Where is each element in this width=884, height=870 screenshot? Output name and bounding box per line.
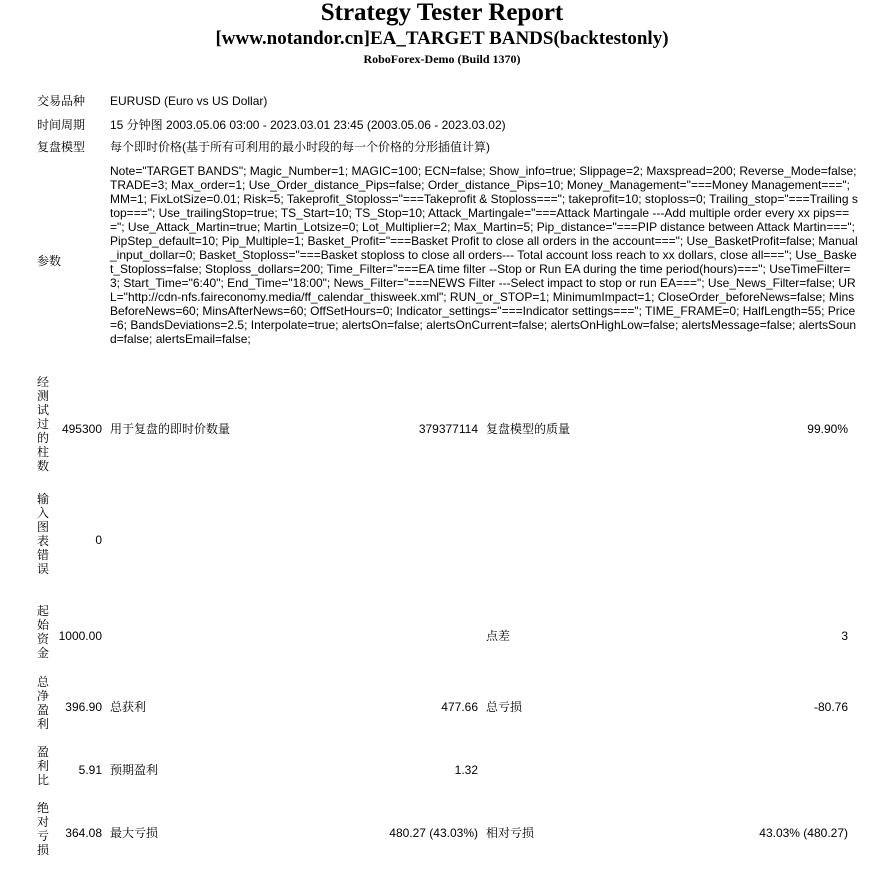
- mismatched-errors-value: 0: [95, 533, 102, 547]
- mismatched-errors-label: 输入图表错误: [37, 492, 50, 576]
- maximal-drawdown-value: 480.27 (43.03%): [389, 826, 478, 840]
- gross-loss-label: 总亏损: [486, 700, 523, 714]
- server-build: RoboForex-Demo (Build 1370): [363, 52, 521, 66]
- profit-factor-label: 盈利比: [37, 745, 50, 787]
- absolute-drawdown-label: 绝对亏损: [37, 801, 50, 857]
- profit-factor-value: 5.91: [78, 763, 102, 777]
- period-label: 时间周期: [37, 118, 86, 132]
- ticks-modelled-label: 用于复盘的即时价数量: [110, 422, 231, 436]
- modelling-quality-label: 复盘模型的质量: [486, 422, 571, 436]
- gross-profit-value: 477.66: [441, 700, 478, 714]
- symbol-label: 交易品种: [37, 94, 86, 108]
- relative-drawdown-label: 相对亏损: [486, 826, 535, 840]
- gross-profit-label: 总获利: [110, 700, 147, 714]
- parameters-label: 参数: [37, 254, 62, 268]
- maximal-drawdown-label: 最大亏损: [110, 826, 159, 840]
- report-title: Strategy Tester Report: [320, 0, 564, 26]
- parameters-value: Note="TARGET BANDS"; Magic_Number=1; MAGIC=100; ECN=false; Show_info=true; Slippage=2; Maxspread=200; Reverse_Mode=false; TRADE=3; Max_order=1; Use_Order_distance_Pips=false; Order_distance_Pips=10; Money_Management="===Money Management==="; MM=1; FixLotSize=0.01; Risk=5; Takeprofit_Stoploss="===Takeprofit & Stoploss==="; takeprofit=10; stoploss=0; Trailing_stop="===Trailing stop==="; Use_trailingStop=true; TS_Start=10; TS_Stop=10; Attack_Martingale="===Attack Martingale ---Add multiple order every xx pips==="; Use_Attack_Martin=true; Martin_Lotsize=0; Lot_Multiplier=2; Max_Martin=5; Pip_distance="===PIP distance between Attack Martin==="; PipStep_default=10; Pip_Multiple=1; Basket_Profit="===Basket Profit to close all orders in the account==="; Use_BasketProfit=false; Manual_input_dollar=0; Basket_Stoploss="===Basket stoploss to close all orders--- Total account loss reach to xx dollars, close all==="; Use_Basket_Stoploss=false; Stoploss_dollars=200; Time_Filter="===EA time filter --Stop or Run EA during the time period(hours)==="; UseTimeFilter=3; Start_Time="6:40"; End_Time="18:00"; News_Filter="===NEWS Filter ---Select impact to stop or run EA==="; Use_News_Filter=false; URL="http://cdn-nfs.faireconomy.media/ff_calendar_thisweek.xml"; RUN_or_STOP=1; MinimumImpact=1; CloseOrder_beforeNews=false; MinsBeforeNews=60; MinsAfterNews=60; OffSetHours=0; Indicator_settings="===Indicator settings==="; TIME_FRAME=0; HalfLength=55; Price=6; BandsDeviations=2.5; Interpolate=true; alertsOn=false; alertsOnCurrent=false; alertsOnHighLow=false; alertsMessage=false; alertsSound=false; alertsEmail=false;: [110, 164, 858, 346]
- expected-payoff-value: 1.32: [454, 763, 478, 777]
- model-label: 复盘模型: [37, 140, 86, 154]
- spread-label: 点差: [486, 629, 511, 643]
- absolute-drawdown-value: 364.08: [65, 826, 102, 840]
- initial-deposit-label: 起始资金: [37, 604, 50, 660]
- model-value: 每个即时价格(基于所有可利用的最小时段的每一个价格的分形插值计算): [110, 140, 490, 154]
- report-subtitle: [www.notandor.cn]EA_TARGET BANDS(backtestonly): [215, 28, 669, 49]
- symbol-value: EURUSD (Euro vs US Dollar): [110, 94, 268, 108]
- initial-deposit-value: 1000.00: [58, 629, 102, 643]
- period-value: 15 分钟图 2003.05.06 03:00 - 2023.03.01 23:45 (2003.05.06 - 2023.03.02): [110, 118, 506, 132]
- modelling-quality-value: 99.90%: [807, 422, 848, 436]
- bars-tested-value: 495300: [61, 422, 102, 436]
- gross-loss-value: -80.76: [813, 700, 848, 714]
- ticks-modelled-value: 379377114: [418, 422, 478, 436]
- relative-drawdown-value: 43.03% (480.27): [759, 826, 848, 840]
- expected-payoff-label: 预期盈利: [110, 763, 159, 777]
- spread-value: 3: [841, 629, 848, 643]
- bars-tested-label: 经测试过的柱数: [37, 375, 50, 473]
- net-profit-value: 396.90: [65, 700, 102, 714]
- net-profit-label: 总净盈利: [37, 675, 50, 731]
